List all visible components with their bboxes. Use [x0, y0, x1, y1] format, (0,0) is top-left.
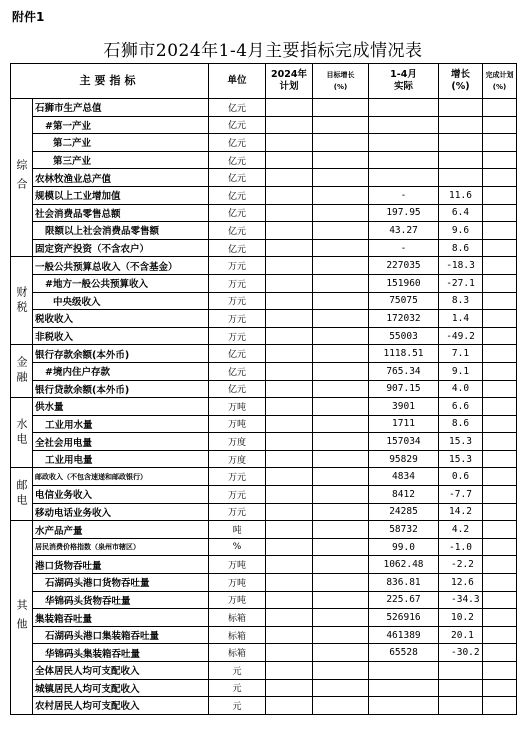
- table-row: [11, 257, 517, 275]
- plan-cell: [266, 415, 313, 433]
- growth-cell: 14.2: [439, 503, 483, 521]
- unit-cell: 亿元: [209, 345, 266, 363]
- indicator-name: 社会消费品零售总额: [33, 204, 209, 222]
- indicator-name: 港口货物吞吐量: [33, 556, 209, 574]
- unit-cell: 万元: [209, 292, 266, 310]
- indicator-name: #地方一般公共预算收入: [33, 274, 209, 292]
- target-growth-cell: [313, 274, 369, 292]
- group-label: 邮电: [11, 468, 33, 521]
- plan-cell: [266, 327, 313, 345]
- indicator-name: #第一产业: [33, 116, 209, 134]
- actual-cell: 765.34: [369, 362, 439, 380]
- plan-cell: [266, 362, 313, 380]
- indicator-name: 移动电话业务收入: [33, 503, 209, 521]
- table-row: [11, 679, 517, 697]
- table-row: [11, 345, 517, 363]
- plan-cell: [266, 398, 313, 416]
- completion-cell: [483, 521, 517, 539]
- target-growth-cell: [313, 662, 369, 680]
- target-growth-cell: [313, 222, 369, 240]
- actual-cell: 1062.48: [369, 556, 439, 574]
- target-growth-cell: [313, 239, 369, 257]
- growth-cell: [439, 662, 483, 680]
- completion-cell: [483, 204, 517, 222]
- growth-cell: 9.6: [439, 222, 483, 240]
- table-row: [11, 151, 517, 169]
- unit-cell: 万元: [209, 310, 266, 328]
- indicator-name: 供水量: [33, 398, 209, 416]
- target-growth-cell: [313, 468, 369, 486]
- plan-cell: [266, 433, 313, 451]
- group-label: 其他: [11, 521, 33, 715]
- actual-cell: 3901: [369, 398, 439, 416]
- target-growth-cell: [313, 204, 369, 222]
- target-growth-cell: [313, 679, 369, 697]
- unit-cell: 元: [209, 697, 266, 715]
- unit-cell: 亿元: [209, 186, 266, 204]
- table-row: [11, 169, 517, 187]
- unit-cell: 万吨: [209, 556, 266, 574]
- completion-cell: [483, 609, 517, 627]
- unit-cell: 亿元: [209, 222, 266, 240]
- growth-cell: 6.4: [439, 204, 483, 222]
- target-growth-cell: [313, 292, 369, 310]
- actual-cell: [369, 134, 439, 152]
- plan-cell: [266, 644, 313, 662]
- header-unit: 单位: [209, 64, 266, 99]
- completion-cell: [483, 415, 517, 433]
- unit-cell: 万元: [209, 486, 266, 504]
- target-growth-cell: [313, 310, 369, 328]
- header-indicator: 主要指标: [11, 64, 209, 99]
- growth-cell: [439, 99, 483, 117]
- target-growth-cell: [313, 644, 369, 662]
- actual-cell: 24285: [369, 503, 439, 521]
- table-row: [11, 574, 517, 592]
- plan-cell: [266, 574, 313, 592]
- indicator-name: 石湖码头港口货物吞吐量: [33, 574, 209, 592]
- unit-cell: 标箱: [209, 644, 266, 662]
- growth-cell: -1.0: [439, 538, 483, 556]
- actual-cell: 836.81: [369, 574, 439, 592]
- target-growth-cell: [313, 380, 369, 398]
- table-row: [11, 433, 517, 451]
- table-row: [11, 99, 517, 117]
- indicator-name: 农村居民人均可支配收入: [33, 697, 209, 715]
- table-row: [11, 591, 517, 609]
- plan-cell: [266, 697, 313, 715]
- unit-cell: 亿元: [209, 380, 266, 398]
- plan-cell: [266, 380, 313, 398]
- table-row: [11, 222, 517, 240]
- target-growth-cell: [313, 486, 369, 504]
- growth-cell: -30.2: [439, 644, 483, 662]
- completion-cell: [483, 503, 517, 521]
- attachment-label: 附件1: [12, 10, 45, 24]
- table-row: [11, 274, 517, 292]
- group-label: 综合: [11, 99, 33, 257]
- completion-cell: [483, 433, 517, 451]
- header-actual: 1-4月 实际: [369, 64, 439, 99]
- completion-cell: [483, 679, 517, 697]
- unit-cell: 亿元: [209, 169, 266, 187]
- actual-cell: 99.0: [369, 538, 439, 556]
- indicator-name: 一般公共预算总收入（不含基金）: [33, 257, 209, 275]
- indicator-name: 石狮市生产总值: [33, 99, 209, 117]
- table-row: [11, 697, 517, 715]
- completion-cell: [483, 116, 517, 134]
- plan-cell: [266, 204, 313, 222]
- indicator-name: 邮政收入（不包含速递和邮政银行）: [33, 468, 209, 486]
- unit-cell: 万吨: [209, 398, 266, 416]
- table-row: [11, 626, 517, 644]
- indicator-name: 工业用电量: [33, 450, 209, 468]
- actual-cell: [369, 679, 439, 697]
- target-growth-cell: [313, 415, 369, 433]
- target-growth-cell: [313, 134, 369, 152]
- completion-cell: [483, 327, 517, 345]
- plan-cell: [266, 556, 313, 574]
- growth-cell: -18.3: [439, 257, 483, 275]
- indicator-name: 第二产业: [33, 134, 209, 152]
- actual-cell: -: [369, 186, 439, 204]
- table-row: [11, 538, 517, 556]
- header-plan: 2024年 计划: [266, 64, 313, 99]
- actual-cell: 157034: [369, 433, 439, 451]
- completion-cell: [483, 274, 517, 292]
- unit-cell: 亿元: [209, 151, 266, 169]
- growth-cell: 6.6: [439, 398, 483, 416]
- group-label: 水电: [11, 398, 33, 468]
- actual-cell: 65528: [369, 644, 439, 662]
- growth-cell: 8.6: [439, 239, 483, 257]
- actual-cell: 1711: [369, 415, 439, 433]
- growth-cell: -27.1: [439, 274, 483, 292]
- group-label: 金融: [11, 345, 33, 398]
- completion-cell: [483, 222, 517, 240]
- plan-cell: [266, 538, 313, 556]
- unit-cell: 万元: [209, 503, 266, 521]
- table-row: [11, 204, 517, 222]
- table-row: [11, 662, 517, 680]
- unit-cell: 万吨: [209, 574, 266, 592]
- unit-cell: 亿元: [209, 239, 266, 257]
- completion-cell: [483, 134, 517, 152]
- completion-cell: [483, 99, 517, 117]
- growth-cell: [439, 116, 483, 134]
- actual-cell: 227035: [369, 257, 439, 275]
- table-row: [11, 362, 517, 380]
- indicator-name: 银行贷款余额(本外币): [33, 380, 209, 398]
- table-row: [11, 292, 517, 310]
- actual-cell: 43.27: [369, 222, 439, 240]
- actual-cell: 172032: [369, 310, 439, 328]
- target-growth-cell: [313, 521, 369, 539]
- plan-cell: [266, 468, 313, 486]
- growth-cell: 10.2: [439, 609, 483, 627]
- growth-cell: -7.7: [439, 486, 483, 504]
- actual-cell: [369, 151, 439, 169]
- target-growth-cell: [313, 116, 369, 134]
- plan-cell: [266, 151, 313, 169]
- indicator-name: 石湖码头港口集装箱吞吐量: [33, 626, 209, 644]
- actual-cell: [369, 116, 439, 134]
- growth-cell: 11.6: [439, 186, 483, 204]
- completion-cell: [483, 257, 517, 275]
- indicator-name: 限额以上社会消费品零售额: [33, 222, 209, 240]
- growth-cell: -2.2: [439, 556, 483, 574]
- page-title: 石狮市2024年1-4月主要指标完成情况表: [103, 41, 423, 61]
- target-growth-cell: [313, 257, 369, 275]
- plan-cell: [266, 591, 313, 609]
- unit-cell: 亿元: [209, 134, 266, 152]
- table-row: [11, 116, 517, 134]
- unit-cell: 万度: [209, 433, 266, 451]
- table-row: [11, 186, 517, 204]
- header-completion: 完成计划 (%): [483, 64, 517, 99]
- target-growth-cell: [313, 450, 369, 468]
- unit-cell: 吨: [209, 521, 266, 539]
- header-target-growth: 目标增长 (%): [313, 64, 369, 99]
- unit-cell: 元: [209, 662, 266, 680]
- completion-cell: [483, 662, 517, 680]
- actual-cell: [369, 99, 439, 117]
- indicator-name: 非税收入: [33, 327, 209, 345]
- unit-cell: 标箱: [209, 609, 266, 627]
- plan-cell: [266, 450, 313, 468]
- plan-cell: [266, 239, 313, 257]
- plan-cell: [266, 503, 313, 521]
- unit-cell: %: [209, 538, 266, 556]
- indicator-name: 华锦码头货物吞吐量: [33, 591, 209, 609]
- plan-cell: [266, 626, 313, 644]
- indicator-name: 城镇居民人均可支配收入: [33, 679, 209, 697]
- growth-cell: 4.0: [439, 380, 483, 398]
- indicator-name: 全社会用电量: [33, 433, 209, 451]
- completion-cell: [483, 362, 517, 380]
- table-row: [11, 450, 517, 468]
- unit-cell: 元: [209, 679, 266, 697]
- target-growth-cell: [313, 186, 369, 204]
- plan-cell: [266, 186, 313, 204]
- completion-cell: [483, 345, 517, 363]
- unit-cell: 亿元: [209, 362, 266, 380]
- table-row: [11, 380, 517, 398]
- target-growth-cell: [313, 591, 369, 609]
- table-row: [11, 327, 517, 345]
- actual-cell: 461389: [369, 626, 439, 644]
- target-growth-cell: [313, 609, 369, 627]
- table-header-row: [11, 64, 517, 99]
- target-growth-cell: [313, 626, 369, 644]
- completion-cell: [483, 644, 517, 662]
- plan-cell: [266, 116, 313, 134]
- plan-cell: [266, 274, 313, 292]
- growth-cell: 0.6: [439, 468, 483, 486]
- growth-cell: 20.1: [439, 626, 483, 644]
- unit-cell: 亿元: [209, 204, 266, 222]
- target-growth-cell: [313, 345, 369, 363]
- completion-cell: [483, 398, 517, 416]
- growth-cell: 7.1: [439, 345, 483, 363]
- growth-cell: [439, 151, 483, 169]
- indicator-name: 全体居民人均可支配收入: [33, 662, 209, 680]
- plan-cell: [266, 99, 313, 117]
- indicator-name: 固定资产投资（不含农户）: [33, 239, 209, 257]
- growth-cell: -49.2: [439, 327, 483, 345]
- growth-cell: 9.1: [439, 362, 483, 380]
- plan-cell: [266, 134, 313, 152]
- target-growth-cell: [313, 99, 369, 117]
- table-row: [11, 609, 517, 627]
- completion-cell: [483, 380, 517, 398]
- target-growth-cell: [313, 538, 369, 556]
- growth-cell: 8.6: [439, 415, 483, 433]
- unit-cell: 万元: [209, 327, 266, 345]
- indicator-name: 第三产业: [33, 151, 209, 169]
- header-growth: 增长 (%): [439, 64, 483, 99]
- actual-cell: 95829: [369, 450, 439, 468]
- completion-cell: [483, 450, 517, 468]
- completion-cell: [483, 626, 517, 644]
- indicator-name: 工业用水量: [33, 415, 209, 433]
- growth-cell: -34.3: [439, 591, 483, 609]
- plan-cell: [266, 169, 313, 187]
- completion-cell: [483, 486, 517, 504]
- plan-cell: [266, 521, 313, 539]
- target-growth-cell: [313, 574, 369, 592]
- target-growth-cell: [313, 433, 369, 451]
- group-label: 财税: [11, 257, 33, 345]
- growth-cell: 12.6: [439, 574, 483, 592]
- indicator-name: #境内住户存款: [33, 362, 209, 380]
- actual-cell: [369, 662, 439, 680]
- plan-cell: [266, 609, 313, 627]
- unit-cell: 万吨: [209, 415, 266, 433]
- unit-cell: 万度: [209, 450, 266, 468]
- actual-cell: 8412: [369, 486, 439, 504]
- indicator-name: 集装箱吞吐量: [33, 609, 209, 627]
- target-growth-cell: [313, 398, 369, 416]
- table-row: [11, 468, 517, 486]
- indicator-name: 中央级收入: [33, 292, 209, 310]
- target-growth-cell: [313, 503, 369, 521]
- table-row: [11, 521, 517, 539]
- growth-cell: [439, 134, 483, 152]
- unit-cell: 万元: [209, 257, 266, 275]
- indicator-name: 银行存款余额(本外币): [33, 345, 209, 363]
- plan-cell: [266, 310, 313, 328]
- unit-cell: 万元: [209, 274, 266, 292]
- plan-cell: [266, 486, 313, 504]
- indicators-table: [10, 63, 517, 715]
- completion-cell: [483, 186, 517, 204]
- target-growth-cell: [313, 169, 369, 187]
- actual-cell: 907.15: [369, 380, 439, 398]
- table-row: [11, 415, 517, 433]
- growth-cell: 15.3: [439, 433, 483, 451]
- indicator-name: 水产品产量: [33, 521, 209, 539]
- actual-cell: [369, 697, 439, 715]
- actual-cell: 526916: [369, 609, 439, 627]
- growth-cell: 4.2: [439, 521, 483, 539]
- table-row: [11, 644, 517, 662]
- plan-cell: [266, 662, 313, 680]
- actual-cell: 55003: [369, 327, 439, 345]
- table-row: [11, 486, 517, 504]
- target-growth-cell: [313, 697, 369, 715]
- table-row: [11, 503, 517, 521]
- growth-cell: [439, 169, 483, 187]
- completion-cell: [483, 292, 517, 310]
- plan-cell: [266, 345, 313, 363]
- completion-cell: [483, 239, 517, 257]
- actual-cell: -: [369, 239, 439, 257]
- completion-cell: [483, 591, 517, 609]
- unit-cell: 亿元: [209, 99, 266, 117]
- indicator-name: 电信业务收入: [33, 486, 209, 504]
- completion-cell: [483, 468, 517, 486]
- completion-cell: [483, 310, 517, 328]
- indicator-name: 农林牧渔业总产值: [33, 169, 209, 187]
- growth-cell: 1.4: [439, 310, 483, 328]
- indicator-name: 规模以上工业增加值: [33, 186, 209, 204]
- completion-cell: [483, 556, 517, 574]
- indicator-name: 华锦码头集装箱吞吐量: [33, 644, 209, 662]
- indicator-name: 居民消费价格指数（泉州市辖区）: [33, 538, 209, 556]
- actual-cell: [369, 169, 439, 187]
- actual-cell: 197.95: [369, 204, 439, 222]
- growth-cell: [439, 697, 483, 715]
- table-row: [11, 310, 517, 328]
- completion-cell: [483, 538, 517, 556]
- table-row: [11, 239, 517, 257]
- growth-cell: 15.3: [439, 450, 483, 468]
- growth-cell: 8.3: [439, 292, 483, 310]
- table-row: [11, 556, 517, 574]
- target-growth-cell: [313, 362, 369, 380]
- actual-cell: 58732: [369, 521, 439, 539]
- target-growth-cell: [313, 327, 369, 345]
- completion-cell: [483, 697, 517, 715]
- completion-cell: [483, 151, 517, 169]
- actual-cell: 1118.51: [369, 345, 439, 363]
- actual-cell: 4834: [369, 468, 439, 486]
- completion-cell: [483, 169, 517, 187]
- unit-cell: 万吨: [209, 591, 266, 609]
- target-growth-cell: [313, 556, 369, 574]
- table-row: [11, 398, 517, 416]
- growth-cell: [439, 679, 483, 697]
- actual-cell: 75075: [369, 292, 439, 310]
- actual-cell: 151960: [369, 274, 439, 292]
- indicator-name: 税收收入: [33, 310, 209, 328]
- actual-cell: 225.67: [369, 591, 439, 609]
- plan-cell: [266, 292, 313, 310]
- plan-cell: [266, 222, 313, 240]
- unit-cell: 标箱: [209, 626, 266, 644]
- plan-cell: [266, 679, 313, 697]
- target-growth-cell: [313, 151, 369, 169]
- unit-cell: 亿元: [209, 116, 266, 134]
- plan-cell: [266, 257, 313, 275]
- unit-cell: 万元: [209, 468, 266, 486]
- table-row: [11, 134, 517, 152]
- completion-cell: [483, 574, 517, 592]
